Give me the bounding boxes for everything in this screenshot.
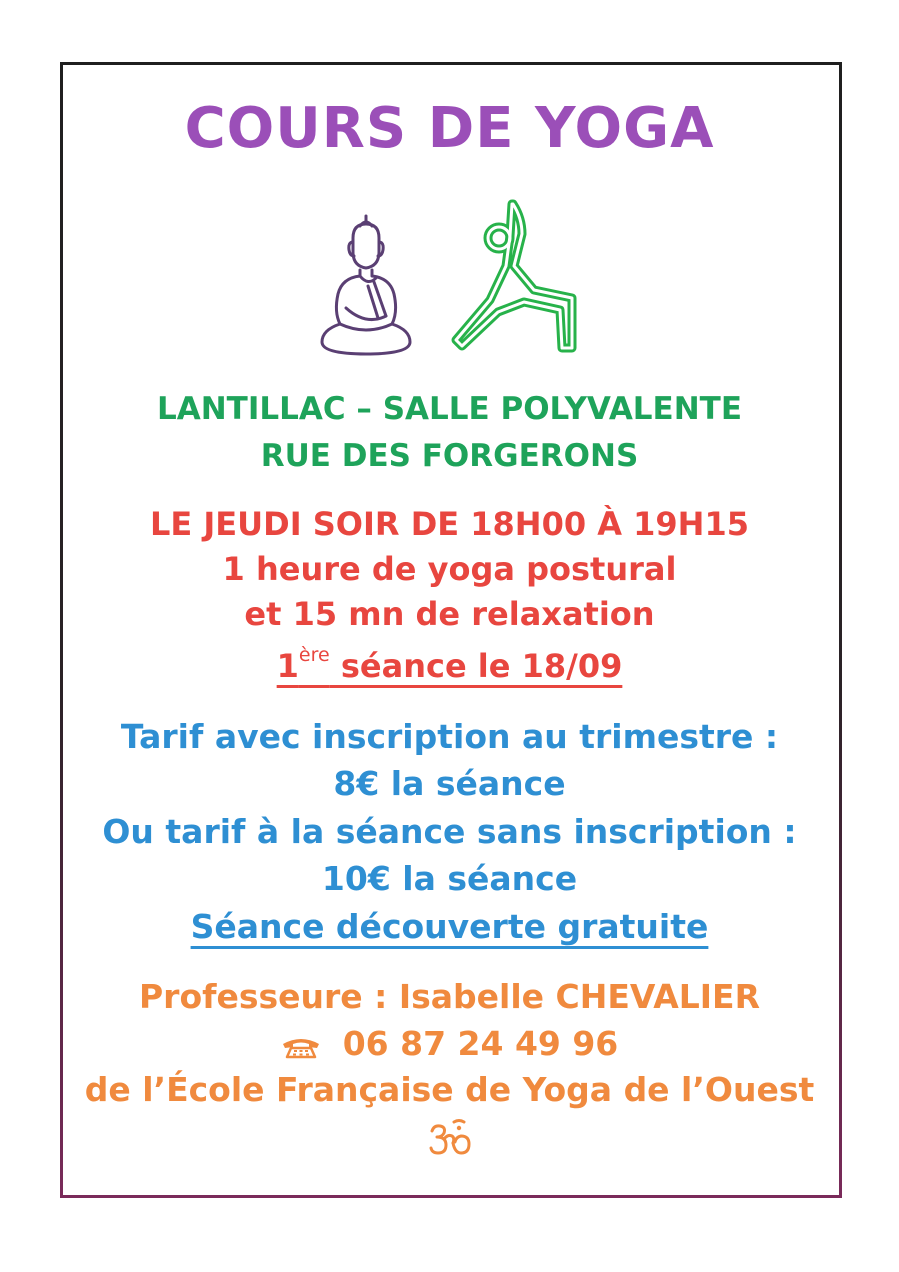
- phone-line: [0, 1024, 899, 1063]
- tarif-line-1: Tarif avec inscription au trimestre :: [120, 717, 779, 756]
- buddha-meditation-icon: [316, 212, 416, 358]
- tarif-line-4: 10€ la séance: [321, 859, 578, 898]
- phone-number: 06 87 24 49 96: [342, 1024, 619, 1063]
- discovery-line: [0, 907, 899, 946]
- detail-line-1: 1 heure de yoga postural: [222, 550, 677, 588]
- school-line: de l’École Française de Yoga de l’Ouest: [84, 1070, 815, 1109]
- telephone-icon: [281, 1031, 321, 1053]
- tarif-line-3: Ou tarif à la séance sans inscription :: [102, 812, 797, 851]
- yoga-pose-icon: [450, 194, 580, 358]
- location-line-2: RUE DES FORGERONS: [260, 438, 639, 474]
- teacher-line: Professeure : Isabelle CHEVALIER: [138, 977, 761, 1016]
- tarif-line-2: 8€ la séance: [333, 764, 566, 803]
- first-session-ordinal: ère: [298, 644, 330, 666]
- first-session-text: [276, 644, 623, 685]
- detail-line-2: et 15 mn de relaxation: [244, 595, 655, 633]
- first-session-line: [0, 644, 899, 685]
- om-symbol-icon: [428, 1117, 472, 1159]
- poster-title: COURS DE YOGA: [184, 96, 715, 161]
- schedule-line: LE JEUDI SOIR DE 18H00 À 19H15: [150, 505, 749, 543]
- location-line-1: LANTILLAC – SALLE POLYVALENTE: [156, 391, 743, 427]
- first-session-rest: séance le 18/09: [329, 647, 623, 685]
- first-session-number: 1: [276, 647, 299, 685]
- discovery-text: Séance découverte gratuite: [190, 907, 709, 946]
